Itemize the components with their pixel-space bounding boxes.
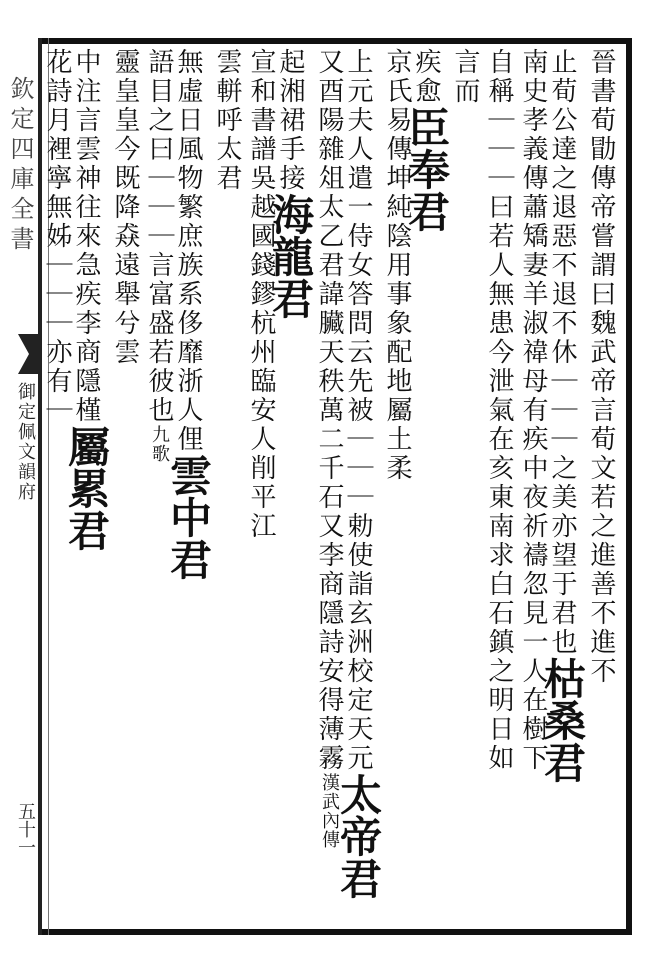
text-column: 止荀公達之退惡不退不休｜｜｜之美亦望于君也枯桑君 xyxy=(538,48,587,783)
book-subtitle: 御定佩文韻府 xyxy=(15,382,36,502)
text-column: 疾愈臣奉君 xyxy=(402,48,451,232)
fishtail-mark xyxy=(18,334,38,374)
entry-heading: 海龍君 xyxy=(266,193,315,319)
text-column: 起湘裙手接海龍君 xyxy=(266,48,315,319)
spine-title: 欽定四庫全書 xyxy=(6,76,34,256)
source-note: 漢武內傳 xyxy=(319,773,340,849)
text-column: 上元夫人遣一侍女答問云先被｜｜｜勅使詣玄洲校定天元太帝君 xyxy=(334,48,383,899)
text-column: 晉書荀勖傳帝嘗謂曰魏武帝言荀文若之進善不進不 xyxy=(586,48,616,686)
text-column: 又酉陽雜俎太乙君諱臟天秩萬二千石又李商隱詩安得薄霧漢武內傳 xyxy=(314,48,344,849)
banxin-margin xyxy=(0,42,38,935)
text-column: 京氏易傳坤純陰用事象配地屬土柔 xyxy=(382,48,412,483)
text-column: 語目之曰｜｜｜言富盛若彼也九歌 xyxy=(144,48,174,463)
source-note: 九歌 xyxy=(149,425,170,463)
text-column: 無虛日風物繁庶族系侈靡浙人俚雲中君 xyxy=(164,48,213,580)
text-column: 靈皇皇今既降猋遠舉兮雲 xyxy=(110,48,140,367)
text-column: 花詩月裡寧無姊｜｜｜亦有｜ xyxy=(42,48,72,425)
entry-heading: 屬累君 xyxy=(62,425,111,551)
text-column: 宣和書譜吳越國錢鏐杭州臨安人削平江 xyxy=(246,48,276,541)
text-column: 南史孝義傳蕭矯妻羊淑禕母有疾中夜祈禱忽見一人在樹下 xyxy=(518,48,548,773)
entry-heading: 太帝君 xyxy=(334,773,383,899)
main-text xyxy=(42,44,624,928)
text-column: 雲軿呼太君 xyxy=(212,48,242,193)
entry-heading: 枯桑君 xyxy=(538,657,587,783)
entry-heading: 臣奉君 xyxy=(402,106,451,232)
entry-heading: 雲中君 xyxy=(164,454,213,580)
folio-number: 五十一 xyxy=(15,802,36,856)
text-column: 自稱｜｜｜曰若人無患今泄氣在亥東南求白石鎮之明日如 xyxy=(484,48,514,773)
text-column: 言而 xyxy=(450,48,480,106)
text-column: 中注言雲神往來急疾李商隱槿屬累君 xyxy=(62,48,111,551)
